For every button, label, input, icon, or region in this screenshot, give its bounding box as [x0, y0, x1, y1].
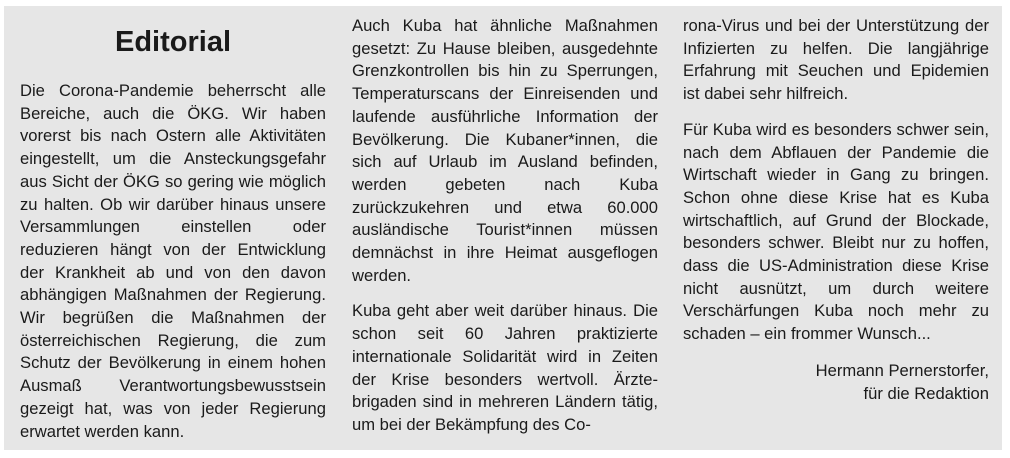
column-3: [683, 15, 989, 405]
paragraph-4: Für Kuba wird es besonders schwer sein, nach dem Abflauen der Pandemie die Wirtschaft wieder in Gang zu bringen. Schon ohne diese Krise hat es Kuba wirtschaftlich, auf Grund der Blockade, besonders schwer. Bleibt nur zu hoffen, dass die US-Administration diese Krise nicht ausnützt, um durch weitere Verschärfungen Kuba noch mehr zu schaden – ein frommer Wunsch...: [683, 119, 989, 344]
signature-role: für die Redaktion: [863, 383, 989, 403]
paragraph-gap: [352, 287, 658, 300]
paragraph-3-part-2: rona-Virus und bei der Unterstützung der Infizierten zu helfen. Die langjährige Erfahrung mit Seuchen und Epidemien ist dabei sehr hilfreich.: [683, 16, 989, 104]
editorial-panel: [4, 6, 1002, 450]
paragraph-gap: [683, 106, 989, 119]
column-2: [352, 15, 658, 437]
signature: [683, 360, 989, 405]
paragraph-3-part-1: Kuba geht aber weit darüber hinaus. Die schon seit 60 Jahren praktizierte internationale Solidarität wird in Zeiten der Krise besonders wertvoll. Ärztebrigaden sind in mehreren Ländern tätig, um bei der Bekämpfung des Co-: [352, 301, 658, 434]
signature-name: Hermann Pernerstorfer,: [815, 360, 989, 380]
paragraph-2: Auch Kuba hat ähnliche Maßnahmen gesetzt: Zu Hause bleiben, ausgedehnte Grenzkontrollen bis hin zu Sperrungen, Temperaturscans der Einreisenden und laufende ausführliche Information der Bevölkerung. Die Kubaner*innen, die sich auf Urlaub im Ausland befinden, werden gebeten nach Kuba zurückzukehren und etwa 60.000 ausländische Tourist*innen müssen demnächst in ihre Heimat ausgeflogen werden.: [352, 16, 658, 285]
column-1: [20, 6, 326, 443]
paragraph-1: Die Corona-Pandemie beherrscht alle Bereiche, auch die ÖKG. Wir haben vorerst bis nach Ostern alle Aktivitäten eingestellt, um die Ansteckungsgefahr aus Sicht der ÖKG so gering wie möglich zu halten. Ob wir darüber hinaus unsere Versammlungen einstellen oder reduzieren hängt von der Entwicklung der Krankheit ab und von den davon abhängigen Maßnahmen der Regierung. Wir begrüßen die Maßnahmen der österreichischen Regierung, die zum Schutz der Bevölkerung in einem hohen Ausmaß Verantwortungsbewusstsein gezeigt hat, was von jeder Regierung erwartet werden kann.: [20, 81, 326, 441]
page-title: Editorial: [114, 26, 231, 58]
